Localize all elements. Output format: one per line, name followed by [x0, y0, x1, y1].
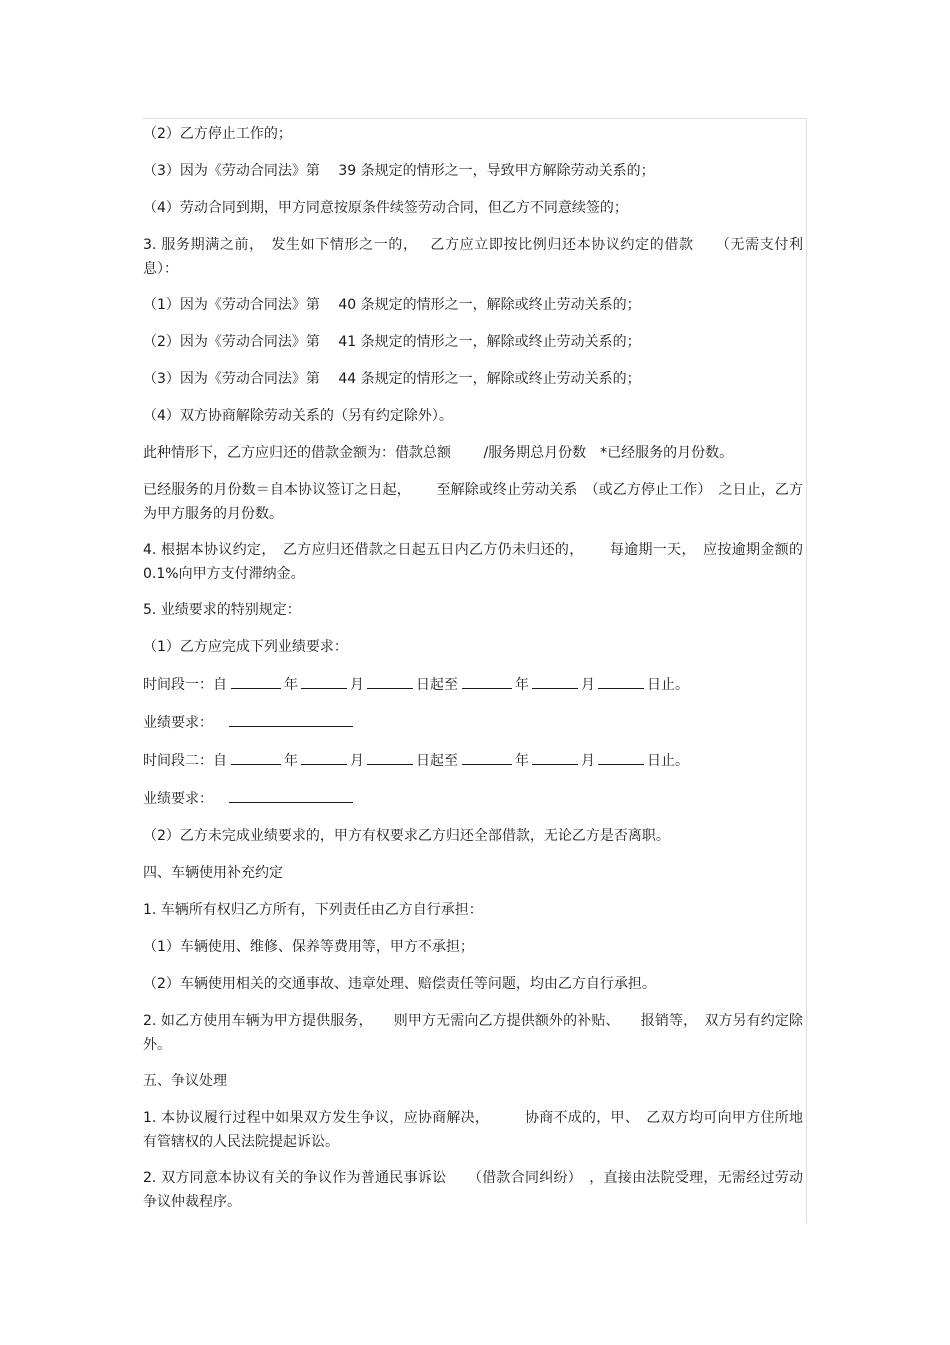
clause-paragraph: （1）因为《劳动合同法》第 40 条规定的情形之一，解除或终止劳动关系的； — [143, 297, 641, 313]
blank-field[interactable] — [462, 672, 512, 689]
blank-field[interactable] — [229, 786, 353, 803]
clause-paragraph: 3. 服务期满之前， 发生如下情形之一的， 乙方应立即按比例归还本协议约定的借款 （无需支付利息）： — [143, 237, 803, 277]
date-unit: 月 — [350, 753, 364, 769]
clause-paragraph: 2. 如乙方使用车辆为甲方提供服务， 则甲方无需向乙方提供额外的补贴、 报销等， 双方另有约定除外。 — [143, 1013, 803, 1053]
clause-paragraph: （1）车辆使用、维修、保养等费用等，甲方不承担； — [143, 939, 474, 955]
date-unit: 年 — [515, 677, 529, 693]
blank-field[interactable] — [301, 672, 347, 689]
date-unit: 年 — [515, 753, 529, 769]
clause-paragraph: （2）乙方未完成业绩要求的，甲方有权要求乙方归还全部借款，无论乙方是否离职。 — [143, 828, 670, 844]
blank-field[interactable] — [462, 748, 512, 765]
section-heading: 四、车辆使用补充约定 — [143, 865, 283, 881]
clause-paragraph: 5. 业绩要求的特别规定： — [143, 602, 301, 618]
requirement-two-line — [143, 786, 803, 811]
date-unit: 月 — [581, 677, 595, 693]
contract-body — [143, 122, 817, 1226]
period-label: 时间段二：自 — [143, 753, 227, 769]
requirement-label: 业绩要求： — [143, 791, 213, 807]
period-label: 时间段一：自 — [143, 677, 227, 693]
clause-paragraph: 4. 根据本协议约定， 乙方应归还借款之日起五日内乙方仍未归还的， 每逾期一天， 应按逾期金额的 0.1%向甲方支付滞纳金。 — [143, 542, 817, 582]
date-unit: 日止。 — [647, 677, 689, 693]
blank-field[interactable] — [598, 672, 644, 689]
clause-paragraph: 已经服务的月份数＝自本协议签订之日起， 至解除或终止劳动关系 （或乙方停止工作） 之日止，乙方为甲方服务的月份数。 — [143, 482, 803, 522]
clause-paragraph: （2）车辆使用相关的交通事故、违章处理、赔偿责任等问题，均由乙方自行承担。 — [143, 976, 656, 992]
blank-field[interactable] — [532, 672, 578, 689]
clause-paragraph: 1. 车辆所有权归乙方所有，下列责任由乙方自行承担： — [143, 902, 483, 918]
blank-field[interactable] — [532, 748, 578, 765]
requirement-label: 业绩要求： — [143, 715, 213, 731]
clause-paragraph: 1. 本协议履行过程中如果双方发生争议，应协商解决， 协商不成的，甲、 乙双方均可向甲方住所地有管辖权的人民法院提起诉讼。 — [143, 1110, 803, 1150]
section-heading: 五、争议处理 — [143, 1073, 227, 1089]
clause-paragraph: （3）因为《劳动合同法》第 44 条规定的情形之一，解除或终止劳动关系的； — [143, 371, 641, 387]
clause-paragraph: 此种情形下，乙方应归还的借款金额为：借款总额 /服务期总月份数 *已经服务的月份数。 — [143, 445, 734, 461]
date-unit: 月 — [350, 677, 364, 693]
date-unit: 年 — [284, 677, 298, 693]
clause-paragraph: （1）乙方应完成下列业绩要求： — [143, 639, 348, 655]
blank-field[interactable] — [367, 672, 413, 689]
clause-paragraph: 2. 双方同意本协议有关的争议作为普通民事诉讼 （借款合同纠纷） ，直接由法院受理，无需经过劳动争议仲裁程序。 — [143, 1170, 803, 1210]
blank-field[interactable] — [231, 748, 281, 765]
clause-paragraph: （4）双方协商解除劳动关系的（另有约定除外）。 — [143, 408, 453, 424]
date-unit: 日起至 — [416, 753, 458, 769]
clause-paragraph: （2）因为《劳动合同法》第 41 条规定的情形之一，解除或终止劳动关系的； — [143, 334, 641, 350]
clause-paragraph: （4）劳动合同到期，甲方同意按原条件续签劳动合同，但乙方不同意续签的； — [143, 200, 628, 216]
requirement-one-line — [143, 710, 803, 735]
blank-field[interactable] — [367, 748, 413, 765]
blank-field[interactable] — [229, 710, 353, 727]
date-unit: 年 — [284, 753, 298, 769]
date-unit: 日起至 — [416, 677, 458, 693]
period-two-line — [143, 748, 803, 773]
blank-field[interactable] — [231, 672, 281, 689]
blank-field[interactable] — [598, 748, 644, 765]
period-one-line — [143, 672, 803, 697]
date-unit: 月 — [581, 753, 595, 769]
clause-paragraph: （3）因为《劳动合同法》第 39 条规定的情形之一，导致甲方解除劳动关系的； — [143, 163, 655, 179]
clause-paragraph: （2）乙方停止工作的； — [143, 126, 292, 142]
date-unit: 日止。 — [647, 753, 689, 769]
blank-field[interactable] — [301, 748, 347, 765]
